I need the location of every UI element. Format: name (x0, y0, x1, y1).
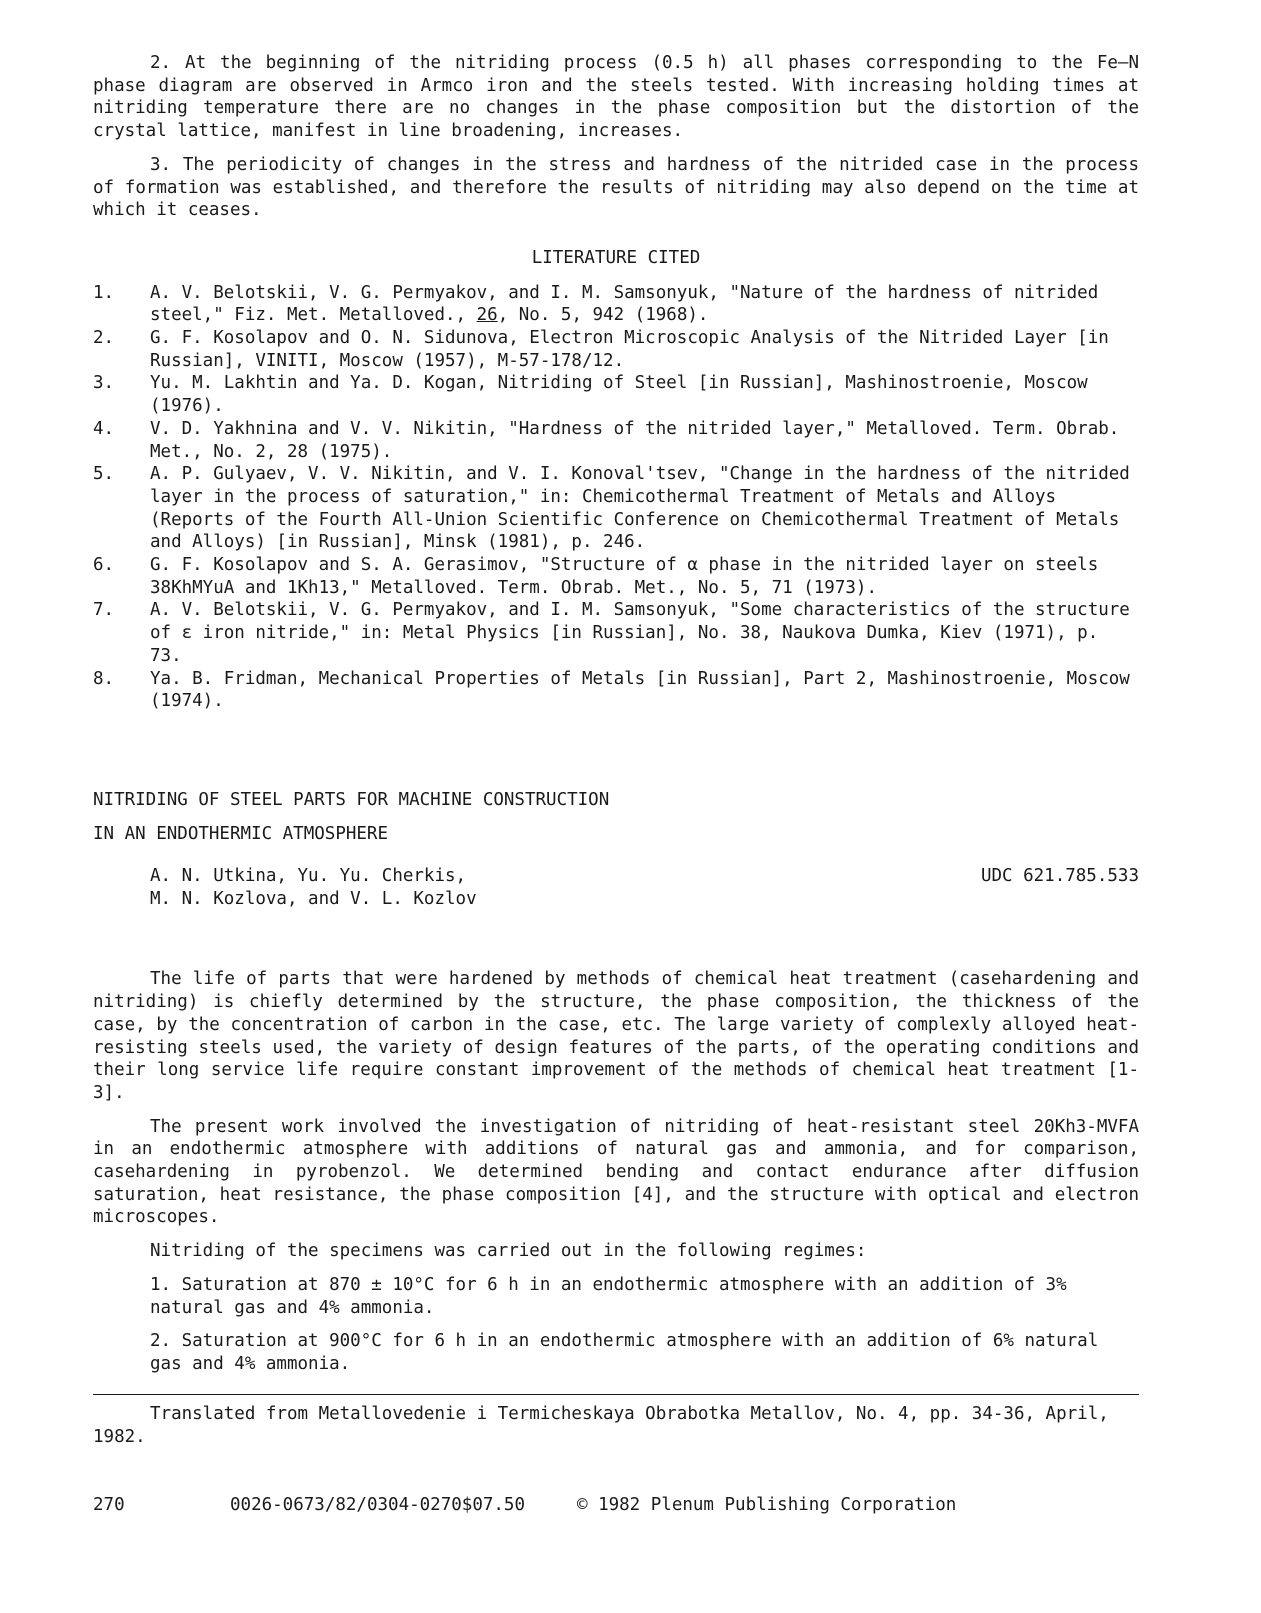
reference-item: 3. Yu. M. Lakhtin and Ya. D. Kogan, Nitriding of Steel [in Russian], Mashinostroenie, Moscow (1976). (93, 373, 1088, 417)
reference-list (93, 282, 1139, 713)
reference-item: 4. V. D. Yakhnina and V. V. Nikitin, "Hardness of the nitrided layer," Metalloved. Term. Obrab. Met., No. 2, 28 (1975). (93, 418, 1120, 462)
translation-note: Translated from Metallovedenie i Termicheskaya Obrabotka Metallov, No. 4, pp. 34-36, April, 1982. (93, 1404, 1109, 1447)
authors: A. N. Utkina, Yu. Yu. Cherkis, M. N. Kozlova, and V. L. Kozlov (150, 865, 477, 909)
article-title-line-2: IN AN ENDOTHERMIC ATMOSPHERE (93, 823, 389, 844)
article-title (93, 783, 1139, 851)
body-paragraph: Nitriding of the specimens was carried out in the following regimes: (150, 1241, 867, 1262)
conclusion-2: 2. At the beginning of the nitriding process (0.5 h) all phases corresponding to the Fe—N phase diagram are observed in Armco iron and the steels tested. With increasing holding times at nitriding temperature there are no changes in the phase composition but the distortion of the crystal lattice, manifest in line broadening, increases. (93, 53, 1139, 142)
regime-item: 1. Saturation at 870 ± 10°C for 6 h in an endothermic atmosphere with an addition of 3% natural gas and 4% ammonia. (150, 1274, 1067, 1318)
journal-code: 0026-0673/82/0304-0270$07.50 (230, 1495, 526, 1515)
udc-code: UDC 621.785.533 (980, 865, 1139, 886)
copyright: © 1982 Plenum Publishing Corporation (577, 1495, 957, 1515)
authors-row (93, 865, 1139, 910)
article-title-line-1: NITRIDING OF STEEL PARTS FOR MACHINE CONSTRUCTION (93, 789, 610, 810)
reference-item: 5. A. P. Gulyaev, V. V. Nikitin, and V. I. Konoval'tsev, "Change in the hardness of the nitrided layer in the process of saturation," in: Chemicothermal Treatment of Metals and Alloys (Reports of the Fourth All-Union Scientific Conference on Chemicothermal Treatment of Metals and Alloys) [in Russian], Minsk (1981), p. 246. (93, 464, 1130, 553)
reference-item: 7. A. V. Belotskii, V. G. Permyakov, and I. M. Samsonyuk, "Some characteristics of the structure of ε iron nitride," in: Metal Physics [in Russian], No. 38, Naukova Dumka, Kiev (1971), p. 73. (93, 600, 1130, 666)
page-footer (93, 1494, 1139, 1585)
reference-item: 8. Ya. B. Fridman, Mechanical Properties of Metals [in Russian], Part 2, Mashinostroenie, Moscow (1974). (93, 668, 1130, 712)
reference-item: 1. A. V. Belotskii, V. G. Permyakov, and I. M. Samsonyuk, "Nature of the hardness of nitrided steel," Fiz. Met. Metalloved., 26, No. 5, 942 (1968). (93, 282, 1099, 326)
page-number: 270 (93, 1495, 125, 1515)
reference-item: 2. G. F. Kosolapov and O. N. Sidunova, Electron Microscopic Analysis of the Nitrided Layer [in Russian], VINITI, Moscow (1957), M-57-178/12. (93, 328, 1109, 371)
footnote-divider (93, 1394, 1139, 1395)
conclusion-3: 3. The periodicity of changes in the stress and hardness of the nitrided case in the process of formation was established, and therefore the results of nitriding may also depend on the time at which it ceases. (93, 154, 1139, 221)
regime-item: 2. Saturation at 900°C for 6 h in an endothermic atmosphere with an addition of 6% natural gas and 4% ammonia. (150, 1331, 1099, 1374)
page-body (93, 52, 1139, 1387)
body-paragraph: The life of parts that were hardened by methods of chemical heat treatment (casehardening and nitriding) is chiefly determined by the structure, the phase composition, the thickness of the case, by the concentration of carbon in the case, etc. The large variety of complexly alloyed heat-resisting steels used, the variety of design features of the parts, of the operating conditions and their long service life require constant improvement of the methods of chemical heat treatment [1-3]. (93, 969, 1139, 1103)
reference-item: 6. G. F. Kosolapov and S. A. Gerasimov, "Structure of α phase in the nitrided layer on steels 38KhMYuA and 1Kh13," Metalloved. Term. Obrab. Met., No. 5, 71 (1973). (93, 555, 1099, 598)
literature-heading: LITERATURE CITED (531, 247, 701, 268)
body-paragraph: The present work involved the investigation of nitriding of heat-resistant steel 20Kh3-MVFA in an endothermic atmosphere with additions of natural gas and ammonia, and for comparison, casehardening in pyrobenzol. We determined bending and contact endurance after diffusion saturation, heat resistance, the phase composition [4], and the structure with optical and electron microscopes. (93, 1116, 1139, 1228)
footnote (93, 1403, 1139, 1448)
